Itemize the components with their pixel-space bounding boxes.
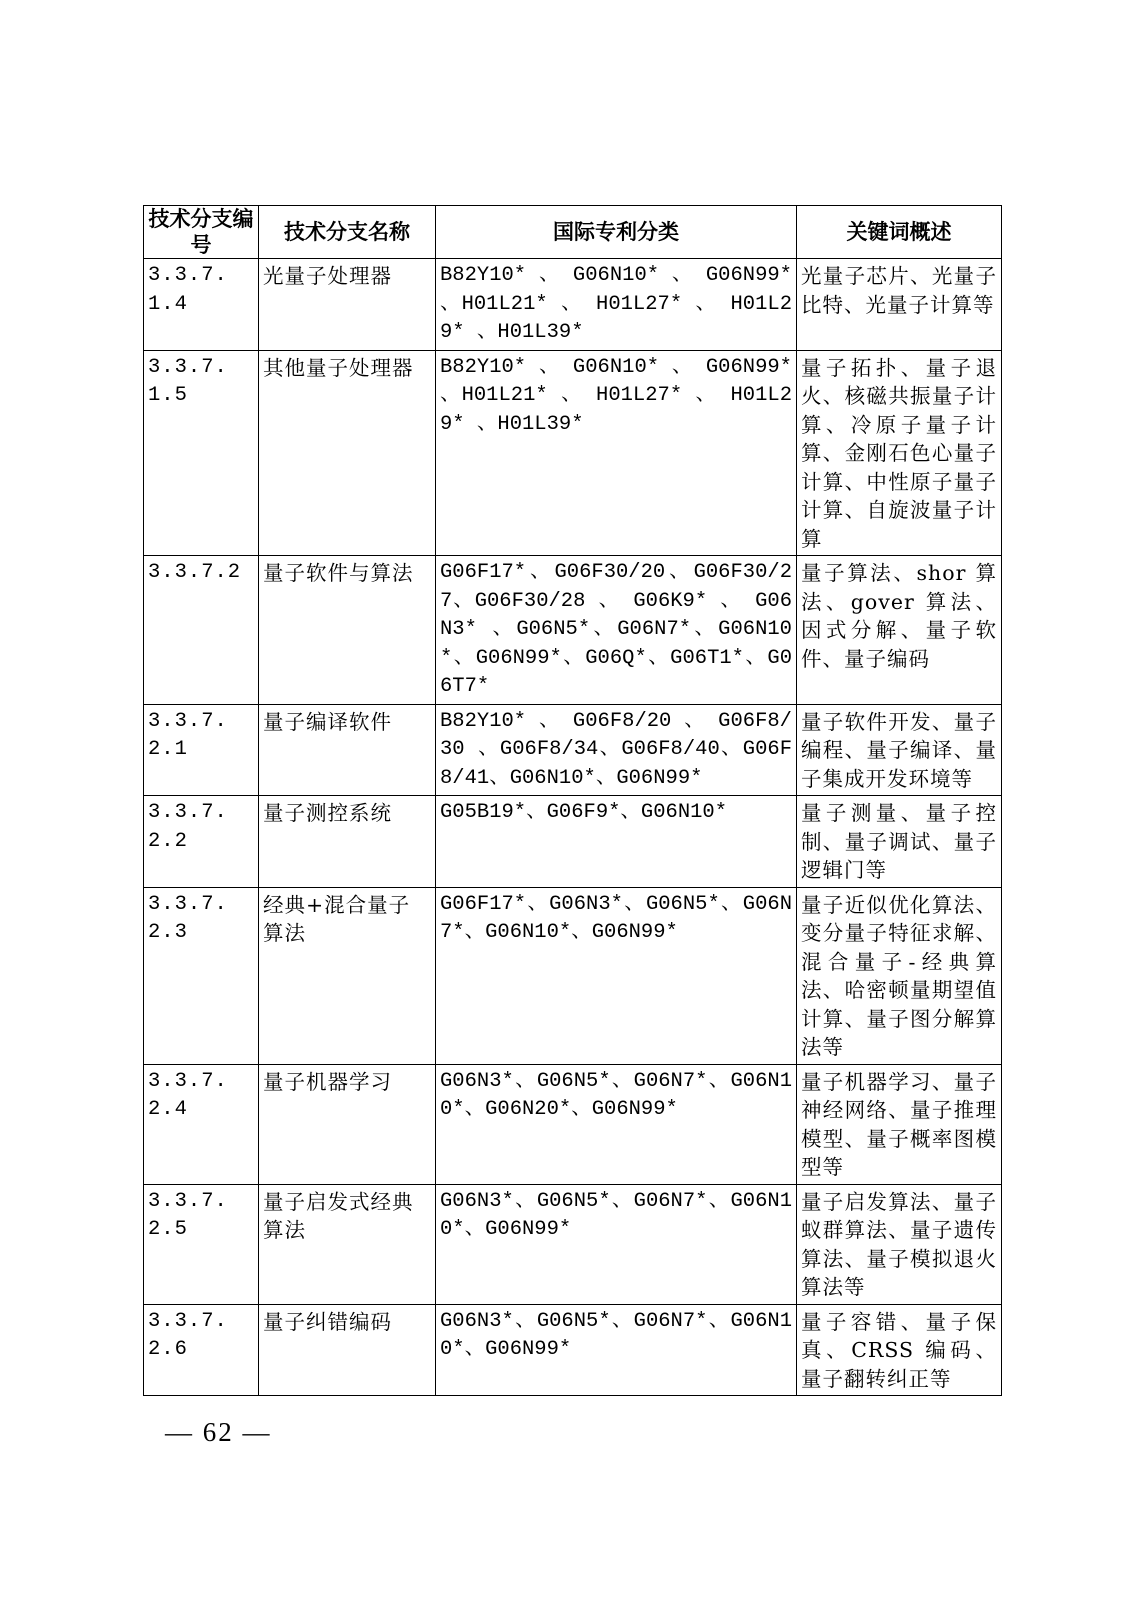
keywords: 光量子芯片、光量子比特、光量子计算等	[797, 259, 1002, 351]
ipc-codes: B82Y10* 、 G06N10* 、 G06N99* 、H01L21* 、 H01L27* 、 H01L29* 、H01L39*	[436, 350, 797, 556]
ipc-codes: G06N3*、G06N5*、G06N7*、G06N10*、G06N99*	[436, 1304, 797, 1396]
keywords: 量子拓扑、量子退火、核磁共振量子计算、冷原子量子计算、金刚石色心量子计算、中性原子量子计算、自旋波量子计算	[797, 350, 1002, 556]
keywords: 量子机器学习、量子神经网络、量子推理模型、量子概率图模型等	[797, 1064, 1002, 1184]
ipc-codes: G06F17*、G06N3*、G06N5*、G06N7*、G06N10*、G06N99*	[436, 887, 797, 1064]
table-row	[144, 1184, 1002, 1304]
ipc-codes: G06N3*、G06N5*、G06N7*、G06N10*、G06N20*、G06N99*	[436, 1064, 797, 1184]
ipc-codes: G05B19*、G06F9*、G06N10*	[436, 796, 797, 888]
keywords: 量子启发算法、量子蚁群算法、量子遗传算法、量子模拟退火算法等	[797, 1184, 1002, 1304]
keywords: 量子近似优化算法、变分量子特征求解、混合量子-经典算法、哈密顿量期望值计算、量子图分解算法等	[797, 887, 1002, 1064]
header-ipc: 国际专利分类	[436, 206, 797, 259]
table-row	[144, 887, 1002, 1064]
branch-code: 3.3.7.1.5	[144, 350, 259, 556]
branch-name: 量子测控系统	[259, 796, 436, 888]
keywords: 量子容错、量子保真、CRSS 编码、量子翻转纠正等	[797, 1304, 1002, 1396]
table-row	[144, 796, 1002, 888]
ipc-codes: B82Y10* 、 G06F8/20 、 G06F8/30 、G06F8/34、G06F8/40、G06F8/41、G06N10*、G06N99*	[436, 704, 797, 796]
table-row	[144, 259, 1002, 351]
branch-name: 量子启发式经典算法	[259, 1184, 436, 1304]
branch-name: 量子软件与算法	[259, 556, 436, 705]
keywords: 量子算法、shor 算法、gover 算法、因式分解、量子软件、量子编码	[797, 556, 1002, 705]
branch-code: 3.3.7.1.4	[144, 259, 259, 351]
branch-name: 量子纠错编码	[259, 1304, 436, 1396]
branch-code: 3.3.7.2	[144, 556, 259, 705]
patent-classification-table	[143, 205, 1002, 1396]
branch-name: 经典+混合量子算法	[259, 887, 436, 1064]
keywords: 量子软件开发、量子编程、量子编译、量子集成开发环境等	[797, 704, 1002, 796]
table-row	[144, 1064, 1002, 1184]
branch-name: 量子编译软件	[259, 704, 436, 796]
branch-code: 3.3.7.2.3	[144, 887, 259, 1064]
ipc-codes: B82Y10* 、 G06N10* 、 G06N99* 、H01L21* 、 H01L27* 、 H01L29* 、H01L39*	[436, 259, 797, 351]
table-row	[144, 350, 1002, 556]
branch-code: 3.3.7.2.2	[144, 796, 259, 888]
header-branch-name: 技术分支名称	[259, 206, 436, 259]
branch-code: 3.3.7.2.6	[144, 1304, 259, 1396]
ipc-codes: G06F17*、G06F30/20、G06F30/27、G06F30/28 、 G06K9* 、 G06N3* 、G06N5*、G06N7*、G06N10*、G06N99*、G06Q*、G06T1*、G06T7*	[436, 556, 797, 705]
branch-code: 3.3.7.2.4	[144, 1064, 259, 1184]
branch-name: 光量子处理器	[259, 259, 436, 351]
header-keywords: 关键词概述	[797, 206, 1002, 259]
table-header-row	[144, 206, 1002, 259]
branch-code: 3.3.7.2.1	[144, 704, 259, 796]
table-row	[144, 704, 1002, 796]
table-row	[144, 556, 1002, 705]
ipc-codes: G06N3*、G06N5*、G06N7*、G06N10*、G06N99*	[436, 1184, 797, 1304]
keywords: 量子测量、量子控制、量子调试、量子逻辑门等	[797, 796, 1002, 888]
page-number: — 62 —	[165, 1417, 272, 1447]
branch-code: 3.3.7.2.5	[144, 1184, 259, 1304]
branch-name: 量子机器学习	[259, 1064, 436, 1184]
table-row	[144, 1304, 1002, 1396]
header-branch-code: 技术分支编号	[144, 206, 259, 259]
branch-name: 其他量子处理器	[259, 350, 436, 556]
